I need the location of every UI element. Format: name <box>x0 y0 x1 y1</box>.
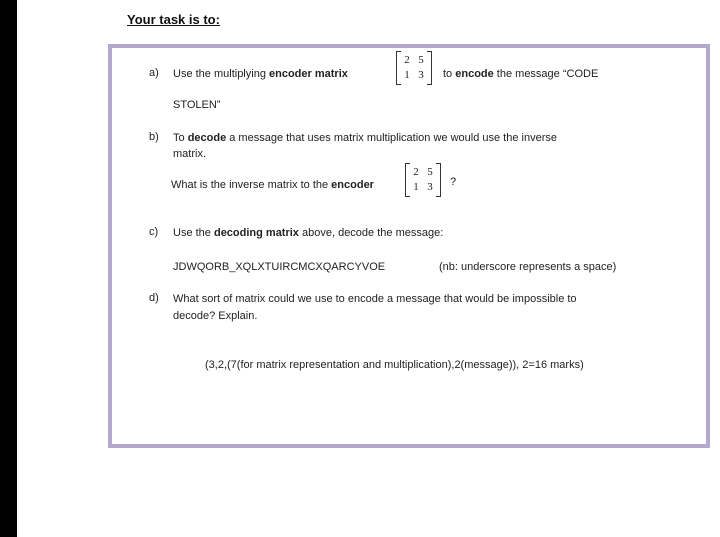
task-c-post: above, decode the message: <box>298 227 444 239</box>
task-d-marker: d) <box>149 292 159 304</box>
matrix-cell: 3 <box>418 69 424 81</box>
underscore-note: (nb: underscore represents a space) <box>439 261 617 273</box>
matrix-cell: 2 <box>413 166 419 178</box>
matrix-cell: 2 <box>404 54 410 66</box>
task-d-line2: decode? Explain. <box>173 310 258 322</box>
encoder-matrix-b <box>405 163 441 197</box>
task-c-pre: Use the <box>173 227 214 239</box>
matrix-cell: 3 <box>427 181 433 193</box>
matrix-bracket-right <box>436 163 441 197</box>
task-c-marker: c) <box>149 226 159 238</box>
matrix-cell: 1 <box>404 69 410 81</box>
task-a-text <box>173 67 348 81</box>
task-d-line1: What sort of matrix could we use to encode a message that would be impossible to <box>173 293 577 305</box>
matrix-cell: 1 <box>413 181 419 193</box>
task-b-marker: b) <box>149 131 159 143</box>
task-c-bold: decoding matrix <box>213 227 299 239</box>
task-b-continuation: matrix. <box>173 148 206 160</box>
marks-breakdown: (3,2,(7(for matrix representation and multiplication),2(message)), 2=16 marks) <box>205 359 584 371</box>
task-a-text-right <box>443 67 598 81</box>
task-b-question <box>171 178 374 192</box>
task-a-mid: to <box>443 68 456 80</box>
left-black-bar <box>0 0 17 537</box>
task-c-text <box>173 226 443 240</box>
task-a-bold: encoder matrix <box>269 68 348 80</box>
encoded-message: JDWQORB_XQLXTUIRCMCXQARCYVOE <box>173 261 386 273</box>
encoder-matrix-a <box>396 51 432 85</box>
task-a-post: the message “CODE <box>493 68 599 80</box>
task-b-text <box>173 131 557 145</box>
task-b-q-bold: encoder <box>331 179 374 191</box>
matrix-bracket-right <box>427 51 432 85</box>
task-b-q-post: ? <box>450 176 457 188</box>
task-b-q-pre: What is the inverse matrix to the <box>171 179 332 191</box>
task-a-pre: Use the multiplying <box>173 68 269 80</box>
task-b-bold: decode <box>187 132 227 144</box>
matrix-cell: 5 <box>418 54 424 66</box>
task-a-bold2: encode <box>455 68 494 80</box>
page-heading: Your task is to: <box>127 12 220 27</box>
task-b-post: a message that uses matrix multiplication we would use the inverse <box>226 132 557 144</box>
task-a-marker: a) <box>149 67 159 79</box>
matrix-cell: 5 <box>427 166 433 178</box>
task-b-pre: To <box>173 132 188 144</box>
task-a-continuation: STOLEN” <box>173 99 221 111</box>
